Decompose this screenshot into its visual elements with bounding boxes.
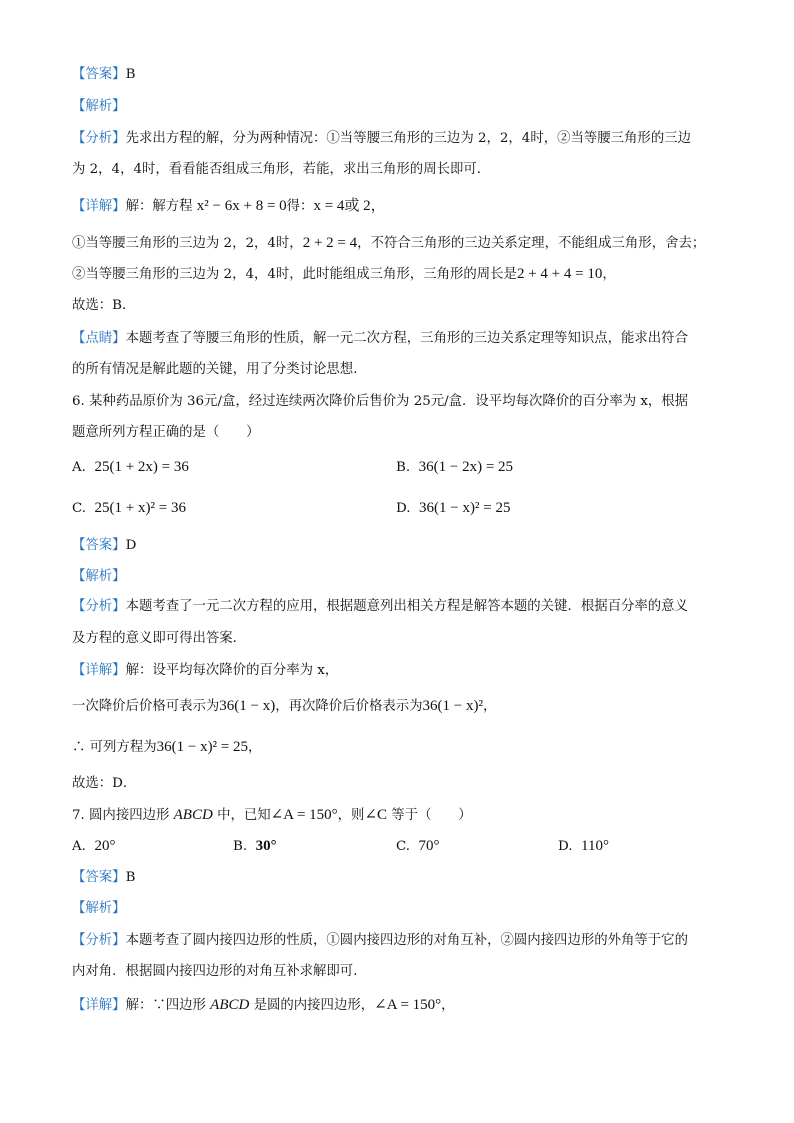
- option-label: A.: [72, 460, 86, 475]
- option-value: 70°: [418, 838, 440, 854]
- q6-analysis-line: [72, 568, 126, 586]
- answer-tag: 【答案】: [72, 67, 126, 82]
- q5-comment-line-1: [72, 330, 688, 348]
- comment-tag: 【点睛】: [72, 331, 126, 346]
- q7-detail-text-c: ，: [441, 998, 455, 1013]
- q5-fenxi-line-2: [72, 161, 490, 179]
- option-label: B.: [396, 460, 411, 475]
- q6-fenxi-line-1: [72, 598, 688, 616]
- q7-fenxi-line-2: [72, 963, 367, 981]
- q7-stem-eq: ∠A = 150°: [270, 807, 338, 823]
- q6-equation: 36(1 − x)² = 25: [156, 739, 249, 755]
- q7-stem-text-b: 中，已知: [212, 808, 271, 823]
- q7-detail-text-b: 是圆的内接四边形，: [249, 998, 375, 1013]
- q7-detail-line: [72, 996, 455, 1015]
- q7-option-b: [233, 837, 277, 856]
- q5-choose: [72, 297, 135, 315]
- q6-stem-text-1: 6. 某种药品原价为 36元/盒，经过连续两次降价后售价为 25元/盒．设平均每次降价的百分率为 x，根据: [72, 394, 689, 409]
- option-label: A.: [72, 839, 86, 854]
- fenxi-tag: 【分析】: [72, 933, 126, 948]
- q5-equation: x² − 6x + 8 = 0: [196, 198, 287, 214]
- analysis-tag: 【解析】: [72, 569, 126, 584]
- q5-case-1: [72, 234, 705, 253]
- option-equation: 36(1 − 2x) = 25: [418, 459, 514, 475]
- q7-detail-eq: ∠A = 150°: [374, 997, 442, 1013]
- q6-price-eq-1: 36(1 − x): [219, 698, 276, 714]
- q6-option-b: [396, 458, 513, 477]
- q5-detail-mid: 得：: [286, 199, 314, 214]
- answer-tag: 【答案】: [72, 538, 126, 553]
- analysis-tag: 【解析】: [72, 99, 126, 114]
- q7-stem-abcd: ABCD: [173, 807, 213, 823]
- q6-option-c: [72, 499, 186, 518]
- q5-answer-line: [72, 66, 135, 84]
- q5-answer: B: [125, 67, 136, 82]
- fenxi-tag: 【分析】: [72, 599, 126, 614]
- q6-fenxi-line-2: [72, 630, 246, 648]
- q7-detail-abcd: ABCD: [210, 997, 250, 1013]
- q7-stem-text-a: 7. 圆内接四边形: [72, 808, 174, 823]
- q6-price-text-b: ，再次降价后价格表示为: [275, 699, 423, 714]
- q6-detail-text: 解：设平均每次降价的百分率为 x，: [125, 663, 339, 678]
- q5-case-2-text-b: ，: [602, 267, 616, 282]
- q5-fenxi-line-1: [72, 130, 691, 148]
- q6-choose: [72, 775, 136, 793]
- q7-analysis-line: [72, 900, 126, 918]
- option-label: C.: [396, 839, 411, 854]
- option-value: 20°: [94, 838, 116, 854]
- q5-case-2-eq: 2 + 4 + 4 = 10: [516, 266, 603, 282]
- q5-solution: x = 4或 2，: [313, 198, 386, 214]
- q7-detail-text-a: 解：∵四边形: [125, 998, 211, 1013]
- q7-stem: [72, 806, 472, 825]
- option-value: 30°: [255, 838, 277, 854]
- q6-fenxi-text-1: 本题考查了一元二次方程的应用，根据题意列出相关方程是解答本题的关键．根据百分率的意义: [125, 599, 688, 614]
- q7-option-d: [558, 837, 609, 856]
- q5-case-2: [72, 265, 616, 284]
- option-equation: 36(1 − x)² = 25: [419, 500, 511, 516]
- q6-detail-line: [72, 662, 338, 680]
- q6-option-a: [72, 458, 189, 477]
- q6-stem-text-2: 题意所列方程正确的是（ ）: [72, 425, 260, 440]
- q7-option-c: [396, 837, 440, 856]
- q6-price-text-c: ，: [483, 699, 497, 714]
- q5-comment-text-2: 的所有情况是解此题的关键，用了分类讨论思想．: [72, 362, 367, 377]
- q6-choose-text: 故选：D．: [72, 776, 137, 791]
- answer-tag: 【答案】: [72, 870, 126, 885]
- q6-equation-line: [72, 738, 261, 757]
- option-label: D.: [396, 501, 411, 516]
- fenxi-tag: 【分析】: [72, 131, 126, 146]
- q6-price-eq-2: 36(1 − x)²: [422, 698, 483, 714]
- q5-analysis-line: [72, 98, 126, 116]
- q6-answer: D: [125, 538, 137, 553]
- q5-choose-text: 故选：B．: [72, 298, 136, 313]
- q7-fenxi-text-1: 本题考查了圆内接四边形的性质，①圆内接四边形的对角互补，②圆内接四边形的外角等于它的: [125, 933, 688, 948]
- q7-stem-text-c: ，则: [337, 808, 365, 823]
- q5-case-1-text-a: ①当等腰三角形的三边为 2，2，4时，: [72, 236, 303, 251]
- q7-option-a: [72, 837, 115, 856]
- q5-case-1-text-b: ，不符合三角形的三边关系定理，不能组成三角形，舍去；: [357, 236, 706, 251]
- q7-answer-line: [72, 869, 135, 887]
- q6-price-line: [72, 697, 496, 716]
- q7-fenxi-text-2: 内对角．根据圆内接四边形的对角互补求解即可．: [72, 964, 367, 979]
- q7-stem-text-d: 等于（ ）: [387, 808, 472, 823]
- q5-fenxi-text-1: 先求出方程的解，分为两种情况：①当等腰三角形的三边为 2，2，4时，②当等腰三角形的三边: [125, 131, 691, 146]
- option-equation: 25(1 + x)² = 36: [94, 500, 186, 516]
- q5-detail-prefix: 解：解方程: [125, 199, 197, 214]
- q5-case-2-text-a: ②当等腰三角形的三边为 2，4，4时，此时能组成三角形，三角形的周长是: [72, 267, 517, 282]
- q7-fenxi-line-1: [72, 932, 688, 950]
- q6-fenxi-text-2: 及方程的意义即可得出答案．: [72, 631, 247, 646]
- q6-answer-line: [72, 537, 136, 555]
- q7-answer: B: [125, 870, 136, 885]
- q6-stem-line-2: [72, 424, 259, 442]
- q5-fenxi-text-2: 为 2，4，4时，看看能否组成三角形，若能，求出三角形的周长即可．: [72, 162, 491, 177]
- option-label: B.: [233, 839, 248, 854]
- q5-comment-line-2: [72, 361, 367, 379]
- option-equation: 25(1 + 2x) = 36: [94, 459, 189, 475]
- detail-tag: 【详解】: [72, 199, 126, 214]
- q6-equation-text-b: ，: [248, 740, 262, 755]
- q6-stem-line-1: [72, 393, 688, 411]
- option-label: C.: [72, 501, 87, 516]
- q5-case-1-eq: 2 + 2 = 4: [302, 235, 358, 251]
- detail-tag: 【详解】: [72, 998, 126, 1013]
- option-value: 110°: [581, 838, 609, 854]
- detail-tag: 【详解】: [72, 663, 126, 678]
- q7-stem-eq-2: ∠C: [364, 807, 388, 823]
- q6-equation-text-a: ∴ 可列方程为: [72, 740, 157, 755]
- analysis-tag: 【解析】: [72, 901, 126, 916]
- q5-detail-line: [72, 197, 386, 216]
- q6-price-text-a: 一次降价后价格可表示为: [72, 699, 220, 714]
- option-label: D.: [558, 839, 573, 854]
- q6-option-d: [396, 499, 510, 518]
- q5-comment-text-1: 本题考查了等腰三角形的性质，解一元二次方程，三角形的三边关系定理等知识点，能求出符合: [125, 331, 688, 346]
